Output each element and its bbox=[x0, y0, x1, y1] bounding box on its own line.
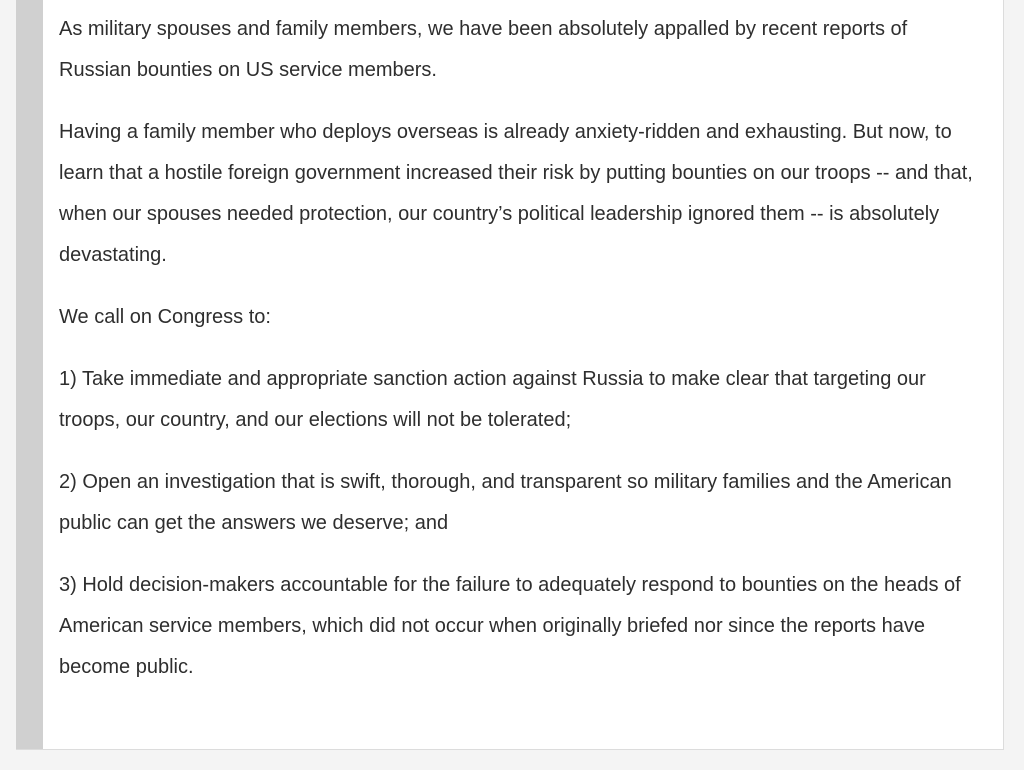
petition-demand-2: 2) Open an investigation that is swift, thorough, and transparent so military families and the American public can get the answers we deserve; and bbox=[59, 471, 952, 534]
petition-paragraph-call: We call on Congress to: bbox=[59, 306, 271, 328]
petition-demand-3: 3) Hold decision-makers accountable for the failure to adequately respond to bounties on the heads of American service members, which did not occur when originally briefed nor since the reports have become public. bbox=[59, 574, 961, 678]
petition-paragraph-intro: As military spouses and family members, we have been absolutely appalled by recent reports of Russian bounties on US service members. bbox=[59, 18, 908, 81]
petition-body bbox=[59, 9, 979, 709]
card-left-bar bbox=[16, 0, 43, 749]
petition-demand-1: 1) Take immediate and appropriate sanction action against Russia to make clear that targeting our troops, our country, and our elections will not be tolerated; bbox=[59, 368, 926, 431]
petition-paragraph-context: Having a family member who deploys overseas is already anxiety-ridden and exhausting. But now, to learn that a hostile foreign government increased their risk by putting bounties on our troops -- and that, when our spouses needed protection, our country’s political leadership ignored them -- is absolutely devastating. bbox=[59, 121, 973, 266]
